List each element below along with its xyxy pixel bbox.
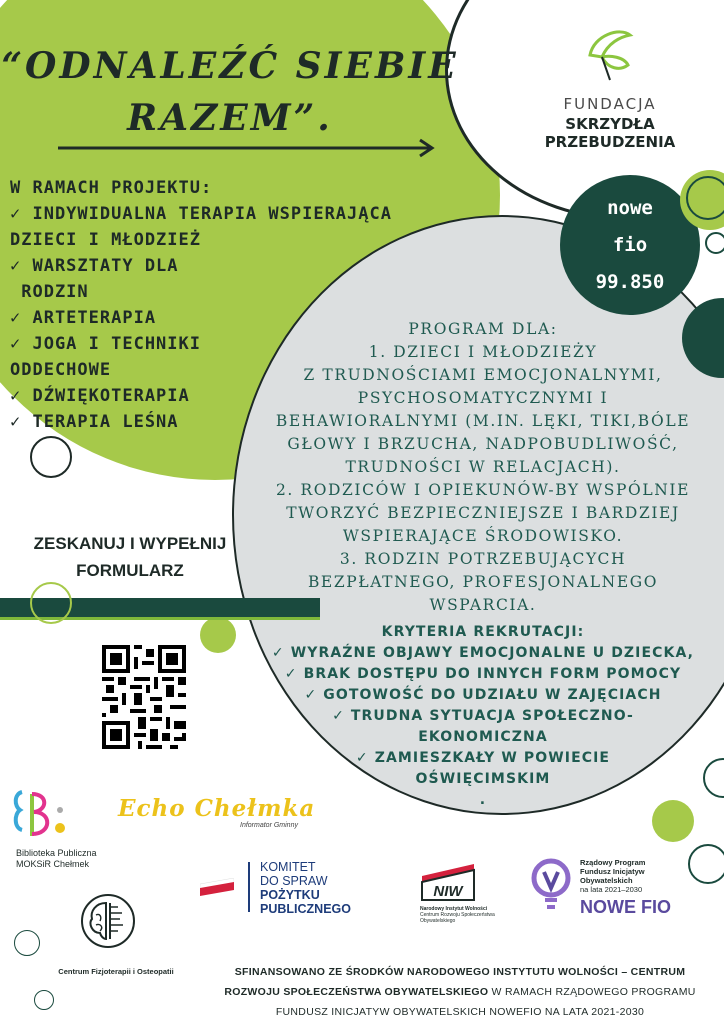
criteria-line: EKONOMICZNA bbox=[418, 729, 548, 745]
logo-word-name: SKRZYDŁA PRZEBUDZENIA bbox=[544, 115, 676, 151]
program-line: BEHAWIORALNYMI (M.IN. LĘKI, TIKI,BÓLE bbox=[275, 412, 691, 430]
biblioteka-line2: MOKSiR Chełmek bbox=[16, 859, 90, 869]
nowe-fio-logo-icon bbox=[530, 858, 572, 912]
criteria-line: KRYTERIA REKRUTACJI: bbox=[381, 624, 585, 640]
niw-line1: Narodowy Instytut Wolności bbox=[420, 906, 488, 912]
komitet-line1: KOMITET bbox=[260, 860, 316, 874]
fio-label bbox=[580, 858, 700, 894]
badge-line2: fio bbox=[612, 234, 648, 256]
komitet-line2: DO SPRAW bbox=[260, 874, 328, 888]
centrum-label: Centrum Fizjoterapii i Osteopatii bbox=[58, 967, 174, 976]
project-line: ✓ DŹWIĘKOTERAPIA bbox=[10, 386, 190, 406]
program-line: 1. DZIECI I MŁODZIEŻY bbox=[368, 343, 598, 361]
program-description bbox=[236, 318, 724, 617]
komitet-line4: PUBLICZNEGO bbox=[260, 902, 351, 916]
program-line: 2. RODZICÓW I OPIEKUNÓW-BY WSPÓLNIE bbox=[275, 481, 691, 499]
program-line: 3. RODZIN POTRZEBUJĄCYCH bbox=[339, 550, 627, 568]
niw-mark-text: NIW bbox=[433, 883, 463, 900]
biblioteka-line1: Biblioteka Publiczna bbox=[16, 848, 97, 858]
program-line: Z TRUDNOŚCIAMI EMOCJONALNYMI, bbox=[303, 366, 663, 384]
funding-line3: FUNDUSZ INICJATYW OBYWATELSKICH NOWEFIO NA LATA 2021-2030 bbox=[275, 1006, 645, 1018]
headline-line1: “ODNALEŹĆ SIEBIE bbox=[1, 45, 459, 87]
criteria-line: ✓ WYRAŹNE OBJAWY EMOCJONALNE U DZIECKA, bbox=[271, 645, 695, 661]
scan-line1: ZESKANUJ I WYPEŁNIJ bbox=[33, 534, 227, 553]
funding-line1: SFINANSOWANO ZE ŚRODKÓW NARODOWEGO INSTYTUTU WOLNOŚCI – CENTRUM bbox=[234, 966, 686, 978]
fio-line1: Rządowy Program bbox=[580, 858, 646, 867]
biblioteka-label bbox=[16, 848, 156, 870]
program-line: BEZPŁATNEGO, PROFESJONALNEGO bbox=[307, 573, 659, 591]
butterfly-icon bbox=[580, 25, 640, 85]
echo-chelmka-subtitle: Informator Gminny bbox=[240, 822, 298, 829]
badge-line3: 99.850 bbox=[595, 271, 665, 293]
program-line: WSPARCIA. bbox=[429, 596, 537, 614]
fio-big-label: NOWE FIO bbox=[580, 897, 671, 917]
program-line: GŁOWY I BRZUCHA, NADPOBUDLIWOŚĆ, bbox=[287, 435, 679, 453]
recruitment-criteria bbox=[236, 622, 724, 811]
niw-line2: Centrum Rozwoju Społeczeństwa Obywatelskiego bbox=[420, 912, 495, 924]
program-line: WSPIERAJĄCE ŚRODOWISKO. bbox=[342, 527, 624, 545]
criteria-line: . bbox=[479, 792, 487, 808]
scan-line2: FORMULARZ bbox=[76, 561, 184, 580]
funding-note bbox=[210, 962, 710, 1022]
program-line: TWORZYĆ BEZPIECZNIEJSZE I BARDZIEJ bbox=[286, 504, 680, 522]
fio-line3: Obywatelskich bbox=[580, 876, 633, 885]
project-line: ✓ ARTETERAPIA bbox=[10, 308, 157, 328]
program-line: PSYCHOSOMATYCZNYMI I bbox=[357, 389, 609, 407]
project-line: DZIECI I MŁODZIEŻ bbox=[10, 230, 201, 250]
qr-code[interactable] bbox=[102, 644, 186, 750]
deco-dot-lime-mid bbox=[200, 617, 236, 653]
echo-chelmka-logo: Echo Chełmka bbox=[118, 795, 316, 822]
polish-flag-icon bbox=[200, 878, 234, 896]
funding-line2a: ROZWOJU SPOŁECZEŃSTWA OBYWATELSKIEGO bbox=[224, 986, 489, 998]
brain-logo-icon bbox=[80, 893, 136, 949]
badge-line1: nowe bbox=[607, 197, 653, 219]
komitet-divider bbox=[248, 862, 250, 912]
biblioteka-logo-icon bbox=[10, 788, 70, 843]
project-line: ODDECHOWE bbox=[10, 360, 112, 380]
niw-logo-icon bbox=[418, 862, 478, 902]
project-line: RODZIN bbox=[10, 282, 89, 302]
foundation-logo bbox=[505, 25, 715, 151]
criteria-line: ✓ GOTOWOŚĆ DO UDZIAŁU W ZAJĘCIACH bbox=[304, 687, 662, 703]
niw-label bbox=[420, 906, 500, 924]
criteria-line: ✓ ZAMIESZKAŁY W POWIECIE bbox=[355, 750, 611, 766]
project-line: ✓ INDYWIDUALNA TERAPIA WSPIERAJĄCA bbox=[10, 204, 392, 224]
project-line: ✓ JOGA I TECHNIKI bbox=[10, 334, 201, 354]
fio-line2: Fundusz Inicjatyw bbox=[580, 867, 645, 876]
headline-line2: RAZEM”. bbox=[127, 97, 333, 139]
deco-dot-small-right bbox=[705, 232, 724, 254]
deco-dot-outline-bottom-left-2 bbox=[34, 990, 54, 1010]
deco-dot-outline-bottom-left bbox=[14, 930, 40, 956]
deco-dot-outline-scan bbox=[30, 582, 72, 624]
deco-dot-outline-left bbox=[30, 436, 72, 478]
criteria-line: ✓ BRAK DOSTĘPU DO INNYCH FORM POMOCY bbox=[284, 666, 682, 682]
project-line: ✓ WARSZTATY DLA bbox=[10, 256, 179, 276]
komitet-logo-text bbox=[260, 860, 390, 916]
project-line: W RAMACH PROJEKTU: bbox=[10, 178, 213, 198]
criteria-line: OŚWIĘCIMSKIM bbox=[415, 771, 551, 787]
headline bbox=[0, 40, 460, 144]
criteria-line: ✓ TRUDNA SYTUACJA SPOŁECZNO- bbox=[332, 708, 634, 724]
arrow-right-icon bbox=[58, 138, 438, 158]
nowe-fio-badge-text bbox=[565, 190, 695, 301]
program-line: TRUDNOŚCI W RELACJACH). bbox=[345, 458, 621, 476]
komitet-line3: POŻYTKU bbox=[260, 888, 320, 902]
funding-line2b: W RAMACH RZĄDOWEGO PROGRAMU bbox=[488, 986, 696, 998]
program-line: PROGRAM DLA: bbox=[408, 320, 558, 338]
project-line: ✓ TERAPIA LEŚNA bbox=[10, 412, 179, 432]
logo-word-fundacja: FUNDACJA bbox=[563, 95, 657, 113]
scan-instruction bbox=[0, 530, 260, 584]
fio-line4: na lata 2021–2030 bbox=[580, 885, 643, 894]
